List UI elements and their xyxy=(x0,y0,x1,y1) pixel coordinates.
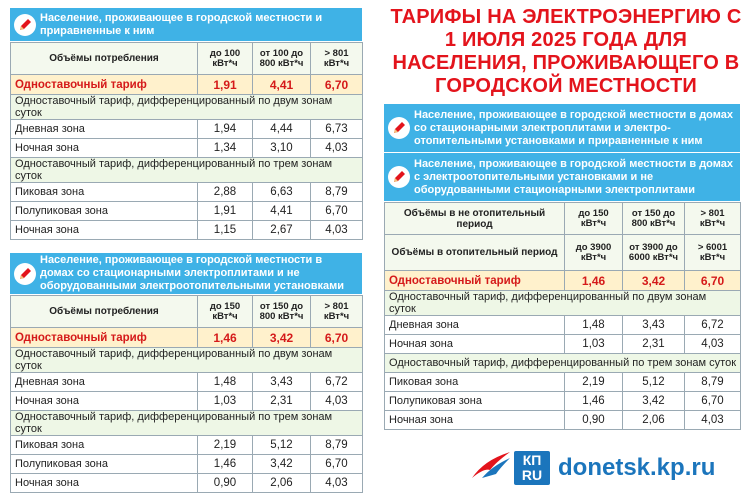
zone-value: 8,79 xyxy=(311,436,363,455)
zone-value: 6,70 xyxy=(685,392,741,411)
column-header: от 3900 до 6000 кВт*ч xyxy=(623,235,685,271)
zone-value: 3,43 xyxy=(253,373,311,392)
site-url[interactable]: donetsk.kp.ru xyxy=(558,453,716,481)
zone-value: 4,44 xyxy=(253,120,311,139)
zone-value: 3,42 xyxy=(253,455,311,474)
column-label: Объёмы в отопительный период xyxy=(385,235,565,271)
zone-value: 5,12 xyxy=(623,373,685,392)
zone-value: 0,90 xyxy=(565,411,623,430)
zone-value: 6,73 xyxy=(311,120,363,139)
two-zone-title: Одноставочный тариф, дифференцированный по двум зонам суток xyxy=(11,95,363,120)
zone-value: 2,19 xyxy=(198,436,253,455)
tariff-table-stoves xyxy=(10,253,362,493)
zone-value: 8,79 xyxy=(685,373,741,392)
pencil-icon xyxy=(388,166,410,188)
zone-value: 8,79 xyxy=(311,183,363,202)
zone-value: 2,19 xyxy=(565,373,623,392)
zone-label: Дневная зона xyxy=(385,316,565,335)
zone-value: 1,15 xyxy=(198,221,253,240)
single-rate-value: 3,42 xyxy=(253,328,311,348)
zone-label: Пиковая зона xyxy=(11,436,198,455)
zone-label: Ночная зона xyxy=(11,221,198,240)
column-header: от 100 до 800 кВт*ч xyxy=(253,43,311,75)
three-zone-title: Одноставочный тариф, дифференцированный по трем зонам суток xyxy=(11,158,363,183)
table-header xyxy=(10,253,362,295)
zone-label: Дневная зона xyxy=(11,373,198,392)
two-zone-title: Одноставочный тариф, дифференцированный по двум зонам суток xyxy=(11,348,363,373)
zone-value: 4,03 xyxy=(311,474,363,493)
column-header: > 801 кВт*ч xyxy=(311,296,363,328)
zone-value: 4,41 xyxy=(253,202,311,221)
zone-value: 2,31 xyxy=(623,335,685,354)
zone-value: 2,31 xyxy=(253,392,311,411)
column-header: до 3900 кВт*ч xyxy=(565,235,623,271)
single-rate-label: Одноставочный тариф xyxy=(385,271,565,291)
zone-value: 2,06 xyxy=(623,411,685,430)
column-label: Объёмы в не отопительный период xyxy=(385,203,565,235)
single-rate-value: 6,70 xyxy=(311,328,363,348)
zone-value: 5,12 xyxy=(253,436,311,455)
single-rate-value: 6,70 xyxy=(311,75,363,95)
single-rate-value: 1,91 xyxy=(198,75,253,95)
single-rate-label: Одноставочный тариф xyxy=(11,75,198,95)
column-header: > 6001 кВт*ч xyxy=(685,235,741,271)
single-rate-value: 4,41 xyxy=(253,75,311,95)
column-header: до 150 кВт*ч xyxy=(198,296,253,328)
column-header: от 150 до 800 кВт*ч xyxy=(253,296,311,328)
zone-value: 0,90 xyxy=(198,474,253,493)
pencil-icon xyxy=(14,14,36,36)
kp-logo-bottom: RU xyxy=(521,466,543,483)
single-rate-value: 3,42 xyxy=(623,271,685,291)
zone-value: 6,70 xyxy=(311,455,363,474)
zone-value: 1,46 xyxy=(565,392,623,411)
zone-label: Пиковая зона xyxy=(11,183,198,202)
zone-value: 6,72 xyxy=(311,373,363,392)
zone-value: 4,03 xyxy=(685,411,741,430)
single-rate-value: 1,46 xyxy=(565,271,623,291)
zone-value: 1,48 xyxy=(565,316,623,335)
table-header-text: Население, проживающее в городской местности в домах со стационарными электроплитами и не оборудованными электроотопительными установками xyxy=(40,254,344,292)
kp-logo-top: КП xyxy=(522,451,542,468)
zone-value: 4,03 xyxy=(311,139,363,158)
column-header: до 100 кВт*ч xyxy=(198,43,253,75)
zone-value: 6,70 xyxy=(311,202,363,221)
single-rate-value: 1,46 xyxy=(198,328,253,348)
site-logo xyxy=(470,448,715,487)
column-header: от 150 до 800 кВт*ч xyxy=(623,203,685,235)
three-zone-title: Одноставочный тариф, дифференцированный по трем зонам суток xyxy=(11,411,363,436)
zone-value: 2,06 xyxy=(253,474,311,493)
zone-label: Ночная зона xyxy=(11,474,198,493)
page-title: ТАРИФЫ НА ЭЛЕКТРОЭНЕРГИЮ С 1 ИЮЛЯ 2025 ГОДА ДЛЯ НАСЕЛЕНИЯ, ПРОЖИВАЮЩЕГО В ГОРОДСКОЙ МЕСТНОСТИ xyxy=(390,6,742,97)
column-label: Объёмы потребления xyxy=(11,43,198,75)
tariff-table-heating xyxy=(384,104,740,430)
zone-value: 1,48 xyxy=(198,373,253,392)
zone-value: 3,43 xyxy=(623,316,685,335)
pencil-icon xyxy=(388,117,410,139)
two-zone-title: Одноставочный тариф, дифференцированный по двум зонам суток xyxy=(385,291,741,316)
zone-label: Ночная зона xyxy=(385,411,565,430)
zone-value: 4,03 xyxy=(311,392,363,411)
zone-value: 1,03 xyxy=(198,392,253,411)
three-zone-title: Одноставочный тариф, дифференцированный по трем зонам суток xyxy=(385,354,741,373)
zone-value: 3,10 xyxy=(253,139,311,158)
single-rate-label: Одноставочный тариф xyxy=(11,328,198,348)
single-rate-value: 6,70 xyxy=(685,271,741,291)
zone-value: 2,67 xyxy=(253,221,311,240)
zone-label: Дневная зона xyxy=(11,120,198,139)
column-label: Объёмы потребления xyxy=(11,296,198,328)
table-header-text: Население, проживающее в городской местности и приравненные к ним xyxy=(40,11,323,37)
zone-value: 1,94 xyxy=(198,120,253,139)
zone-label: Ночная зона xyxy=(385,335,565,354)
zone-value: 6,63 xyxy=(253,183,311,202)
zone-value: 1,91 xyxy=(198,202,253,221)
zone-value: 1,03 xyxy=(565,335,623,354)
table-header-text: Население, проживающее в городской местности в домах с электроотопительными установками и не оборудованными стационарными электроплитами xyxy=(414,157,733,196)
zone-value: 3,42 xyxy=(623,392,685,411)
zone-label: Ночная зона xyxy=(11,392,198,411)
table-header xyxy=(10,8,362,42)
zone-value: 2,88 xyxy=(198,183,253,202)
tariff-grid xyxy=(10,295,363,493)
zone-value: 4,03 xyxy=(685,335,741,354)
zone-label: Полупиковая зона xyxy=(385,392,565,411)
zone-value: 4,03 xyxy=(311,221,363,240)
zone-value: 6,72 xyxy=(685,316,741,335)
zone-label: Полупиковая зона xyxy=(11,202,198,221)
zone-value: 1,46 xyxy=(198,455,253,474)
kp-logo-bird-icon xyxy=(470,448,514,487)
table-header xyxy=(384,153,740,202)
zone-label: Полупиковая зона xyxy=(11,455,198,474)
pencil-icon xyxy=(14,263,36,285)
zone-label: Пиковая зона xyxy=(385,373,565,392)
column-header: > 801 кВт*ч xyxy=(311,43,363,75)
table-header xyxy=(384,104,740,153)
column-header: > 801 кВт*ч xyxy=(685,203,741,235)
tariff-grid xyxy=(384,202,741,430)
table-header-text: Население, проживающее в городской местности в домах со стационарными электроплитами и электро-отопительными установками и приравненные к ним xyxy=(414,108,733,147)
column-header: до 150 кВт*ч xyxy=(565,203,623,235)
zone-label: Ночная зона xyxy=(11,139,198,158)
tariff-grid xyxy=(10,42,363,240)
tariff-table-urban xyxy=(10,8,362,240)
kp-logo-badge xyxy=(514,451,550,485)
zone-value: 1,34 xyxy=(198,139,253,158)
